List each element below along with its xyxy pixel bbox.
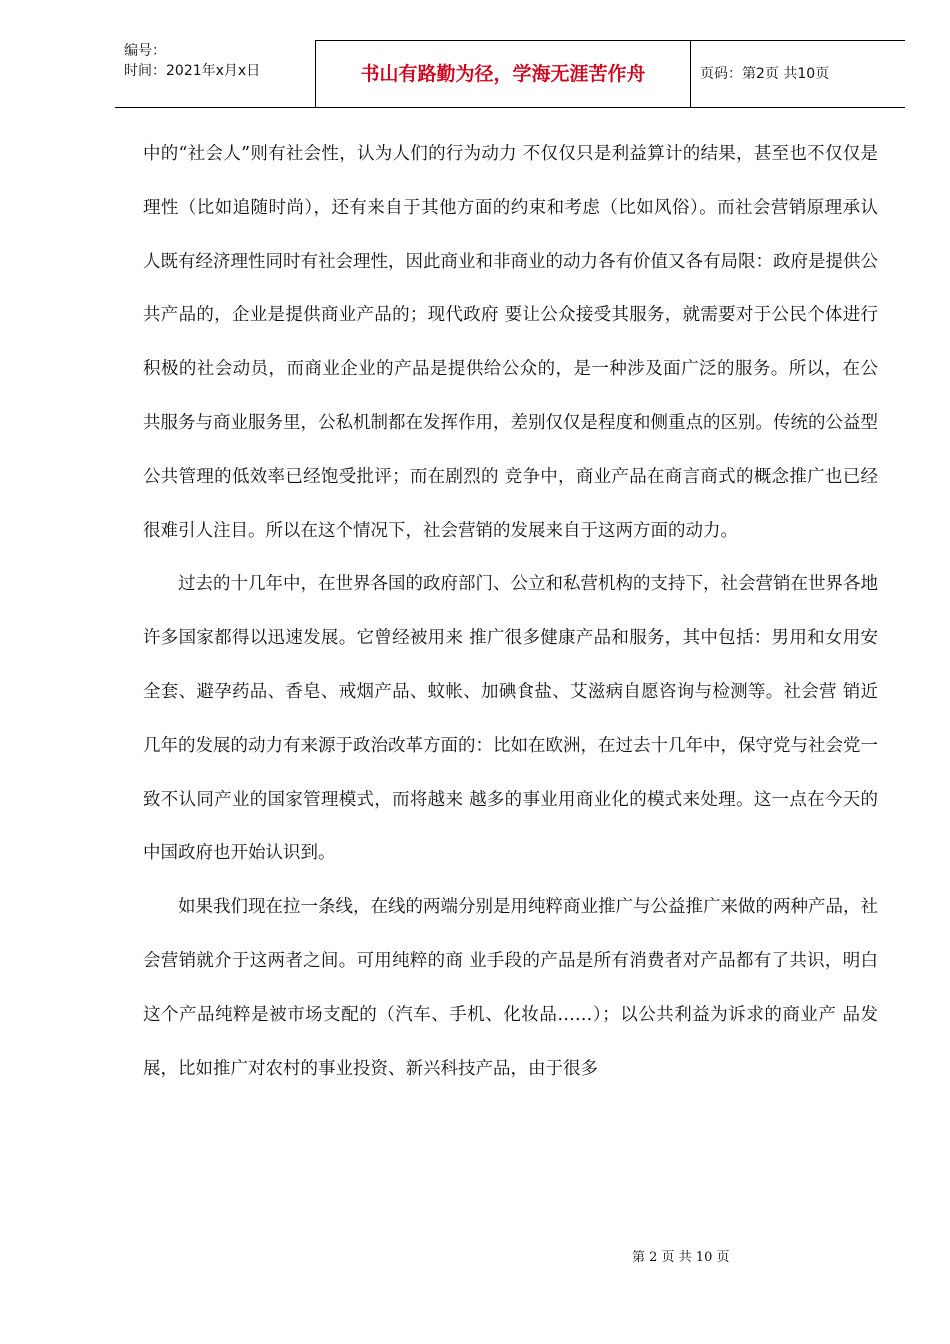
paragraph-1: 中的“社会人”则有社会性，认为人们的行为动力 不仅仅只是利益算计的结果，甚至也不仅仅是理性（比如追随时尚），还有来自于其他方面的约束和考虑（比如风俗）。而社会营销原理承认 人既有经济理性同时有社会理性，因此商业和非商业的动力各有价值又各有局限：政府是提供公共产品的，企业是提供商业产品的；现代政府 要让公众接受其服务，就需要对于公民个体进行积极的社会动员，而商业企业的产品是提供给公众的，是一种涉及面广泛的服务。所以，在公 共服务与商业服务里，公私机制都在发挥作用，差别仅仅是程度和侧重点的区别。传统的公益型公共管理的低效率已经饱受批评；而在剧烈的 竞争中，商业产品在商言商式的概念推广也已经很难引人注目。所以在这个情况下，社会营销的发展来自于这两方面的动力。 [143, 144, 878, 541]
header-page-info: 页码：第2页 共10页 [700, 66, 830, 82]
header-motto: 书山有路勤为径，学海无涯苦作舟 [360, 63, 646, 85]
paragraph-3: 如果我们现在拉一条线，在线的两端分别是用纯粹商业推广与公益推广来做的两种产品，社会营销就介于这两者之间。可用纯粹的商 业手段的产品是所有消费者对产品都有了共识，明白这个产品纯粹是被市场支配的（汽车、手机、化妆品……）；以公共利益为诉求的商业产 品发展，比如推广对农村的事业投资、新兴科技产品，由于很多 [143, 897, 878, 1079]
header-meta [124, 41, 260, 81]
paragraph-2: 过去的十几年中，在世界各国的政府部门、公立和私营机构的支持下，社会营销在世界各地许多国家都得以迅速发展。它曾经被用来 推广很多健康产品和服务，其中包括：男用和女用安全套、避孕药品、香皂、戒烟产品、蚊帐、加碘食盐、艾滋病自愿咨询与检测等。社会营 销近几年的发展的动力有来源于政治改革方面的：比如在欧洲，在过去十几年中，保守党与社会党一致不认同产业的国家管理模式，而将越来 越多的事业用商业化的模式来处理。这一点在今天的中国政府也开始认识到。 [143, 574, 878, 864]
time-label: 时间：2021年x月x日 [124, 63, 261, 79]
header-top-rule [315, 40, 905, 41]
header-divider-right [690, 40, 691, 107]
serial-label: 编号： [124, 43, 166, 59]
page-footer: 第 2 页 共 10 页 [632, 1250, 730, 1265]
document-body [143, 128, 878, 1096]
